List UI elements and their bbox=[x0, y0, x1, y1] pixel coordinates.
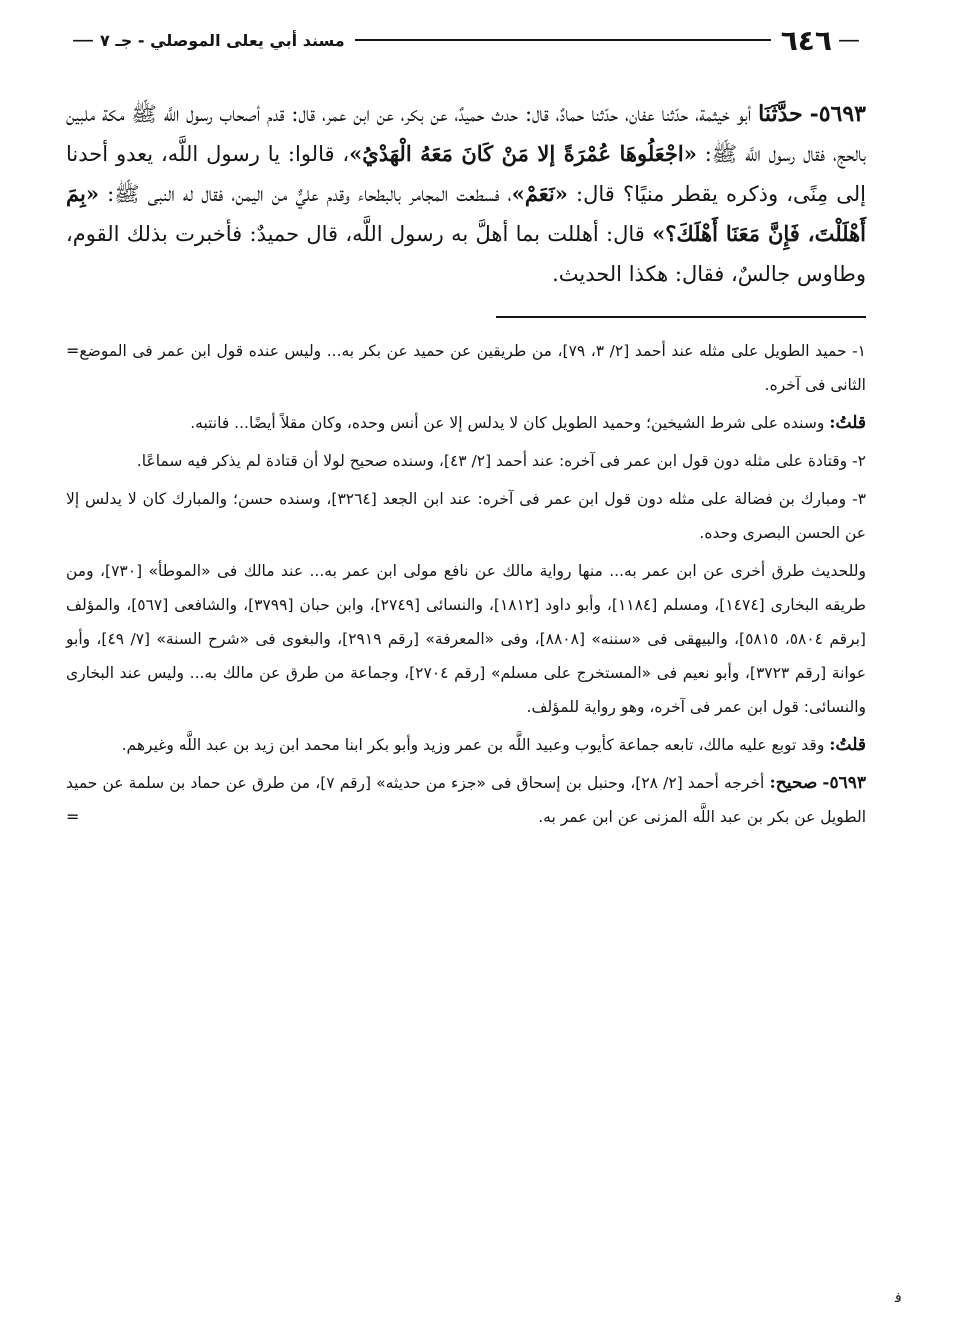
hadith-dash: - bbox=[809, 101, 819, 127]
qult-label-2: قلتُ: bbox=[829, 735, 866, 755]
qult-label-1: قلتُ: bbox=[829, 413, 866, 433]
sahih-label: صحيح: bbox=[769, 773, 818, 793]
qult-1 bbox=[66, 406, 866, 440]
hadith-keyword: حدَّثَنَا bbox=[758, 101, 803, 127]
qult-2-text: وقد توبع عليه مالك، تابعه جماعة كأيوب وعبيد اللَّه بن عمر وزيد وأبو بكر ابنا محمد ابن زيد بن عبد اللَّه وغيرهم. bbox=[121, 736, 830, 754]
footnote-3: ٣- ومبارك بن فضالة على مثله دون قول ابن عمر فى آخره: عند ابن الجعد [٣٢٦٤]، وسنده حسن؛ والمبارك كان لا يدلس إلا عن الحسن البصرى وحده. bbox=[66, 490, 866, 542]
sahih-number: ٥٦٩٣- bbox=[822, 773, 866, 793]
sahih-text: أخرجه أحمد [٢/ ٢٨]، وحنبل بن إسحاق فى «جزء من حديثه» [رقم ٧]، من طرق عن حماد بن سلمة عن حميد الطويل عن بكر بن عبد اللَّه المزنى عن ابن عمر به. bbox=[66, 774, 866, 826]
header-dash: — bbox=[838, 27, 860, 53]
page bbox=[66, 20, 866, 838]
footnote-1-text: ١- حميد الطويل على مثله عند أحمد [٢/ ٣، ٧٩]، من طريقين عن حميد عن بكر به... وليس عنده قول ابن عمر فى الموضع الثانى فى آخره. bbox=[79, 342, 866, 394]
hadith-part-3: ، فسطعت المجامر بالبطحاء وقدم عليٌّ من اليمن، فقال له النبى ﷺ: bbox=[98, 182, 512, 206]
qult-2 bbox=[66, 728, 866, 762]
hadith-part-4: قال: أهللت بما أهلَّ به رسول اللَّه، قال حميدٌ: فأخبرت بذلك القوم، وطاوس جالسٌ، فقال: هكذا الحديث. bbox=[66, 222, 866, 286]
qult-1-text: وسنده على شرط الشيخين؛ وحميد الطويل كان لا يدلس إلا عن أنس وحده، وكان مقلاً أيضًا... فانتبه. bbox=[190, 414, 830, 432]
hadith-part-1: أبو خيثمة، حدّثنا عفان، حدّثنا حمادٌ، قال: حدث حميدٌ، عن بكر، عن ابن عمر، قال: قدم أصحاب رسول اللَّه ﷺ مكة ملبين بالحج، فقال رسول اللَّه ﷺ: bbox=[66, 102, 866, 166]
hadith-text bbox=[66, 94, 866, 294]
footnotes bbox=[66, 334, 866, 834]
hadith-paragraph bbox=[66, 94, 866, 294]
running-title: مسند أبي يعلى الموصلي - جـ ٧ bbox=[100, 30, 345, 50]
corner-mark: ﻓ bbox=[895, 1290, 902, 1306]
sahih-note bbox=[66, 766, 866, 834]
hadith-part-2: ، قالوا: يا رسول اللَّه، يعدو أحدنا إلى مِنًى، وذكره يقطر منيًا؟ قال: bbox=[66, 142, 866, 206]
page-header bbox=[66, 20, 866, 60]
footnote-separator bbox=[496, 316, 866, 318]
continuation-mark-end: = bbox=[66, 807, 80, 826]
hadith-quote-3: «بِمَ أَهْلَلْتَ، فَإِنَّ مَعَنَا أَهْلَكَ؟» bbox=[66, 181, 867, 246]
hadith-number: ٥٦٩٣ bbox=[818, 101, 866, 127]
footnote-1 bbox=[66, 334, 866, 402]
hadith-quote-1: «اجْعَلُوهَا عُمْرَةً إلا مَنْ كَانَ مَعَهُ الْهَدْيُ» bbox=[349, 141, 697, 166]
header-rule bbox=[355, 39, 771, 41]
continuation-mark: = bbox=[66, 341, 80, 360]
page-number: ٦٤٦ bbox=[780, 23, 832, 57]
hadith-quote-2: «نَعَمْ» bbox=[511, 181, 568, 206]
footnote-2: ٢- وقتادة على مثله دون قول ابن عمر فى آخره: عند أحمد [٢/ ٤٣]، وسنده صحيح لولا أن قتادة لم يذكر فيه سماعًا. bbox=[136, 452, 866, 470]
footnote-4: وللحديث طرق أخرى عن ابن عمر به... منها رواية مالك عن نافع مولى ابن عمر به... عند مالك فى «الموطأ» [٧٣٠]، ومن طريقه البخارى [١٤٧٤]، ومسلم [١١٨٤]، وأبو داود [١٨١٢]، والنسائى [٢٧٤٩]، وابن حبان [٣٧٩٩]، والشافعى [٥٦٧]، والمؤلف [برقم ٥٨٠٤، ٥٨١٥]، والبيهقى فى «سننه» [٨٨٠٨]، وفى «المعرفة» [رقم ٢٩١٩]، والبغوى فى «شرح السنة» [٧/ ٤٩]، وأبو عوانة [رقم ٣٧٢٣]، وأبو نعيم فى «المستخرج على مسلم» [رقم ٢٧٠٤]، وجماعة من طرق عن مالك به... وليس عند البخارى والنسائى: قول ابن عمر فى آخره، وهو رواية للمؤلف. bbox=[66, 562, 867, 716]
header-tail-dash: — bbox=[72, 27, 94, 53]
